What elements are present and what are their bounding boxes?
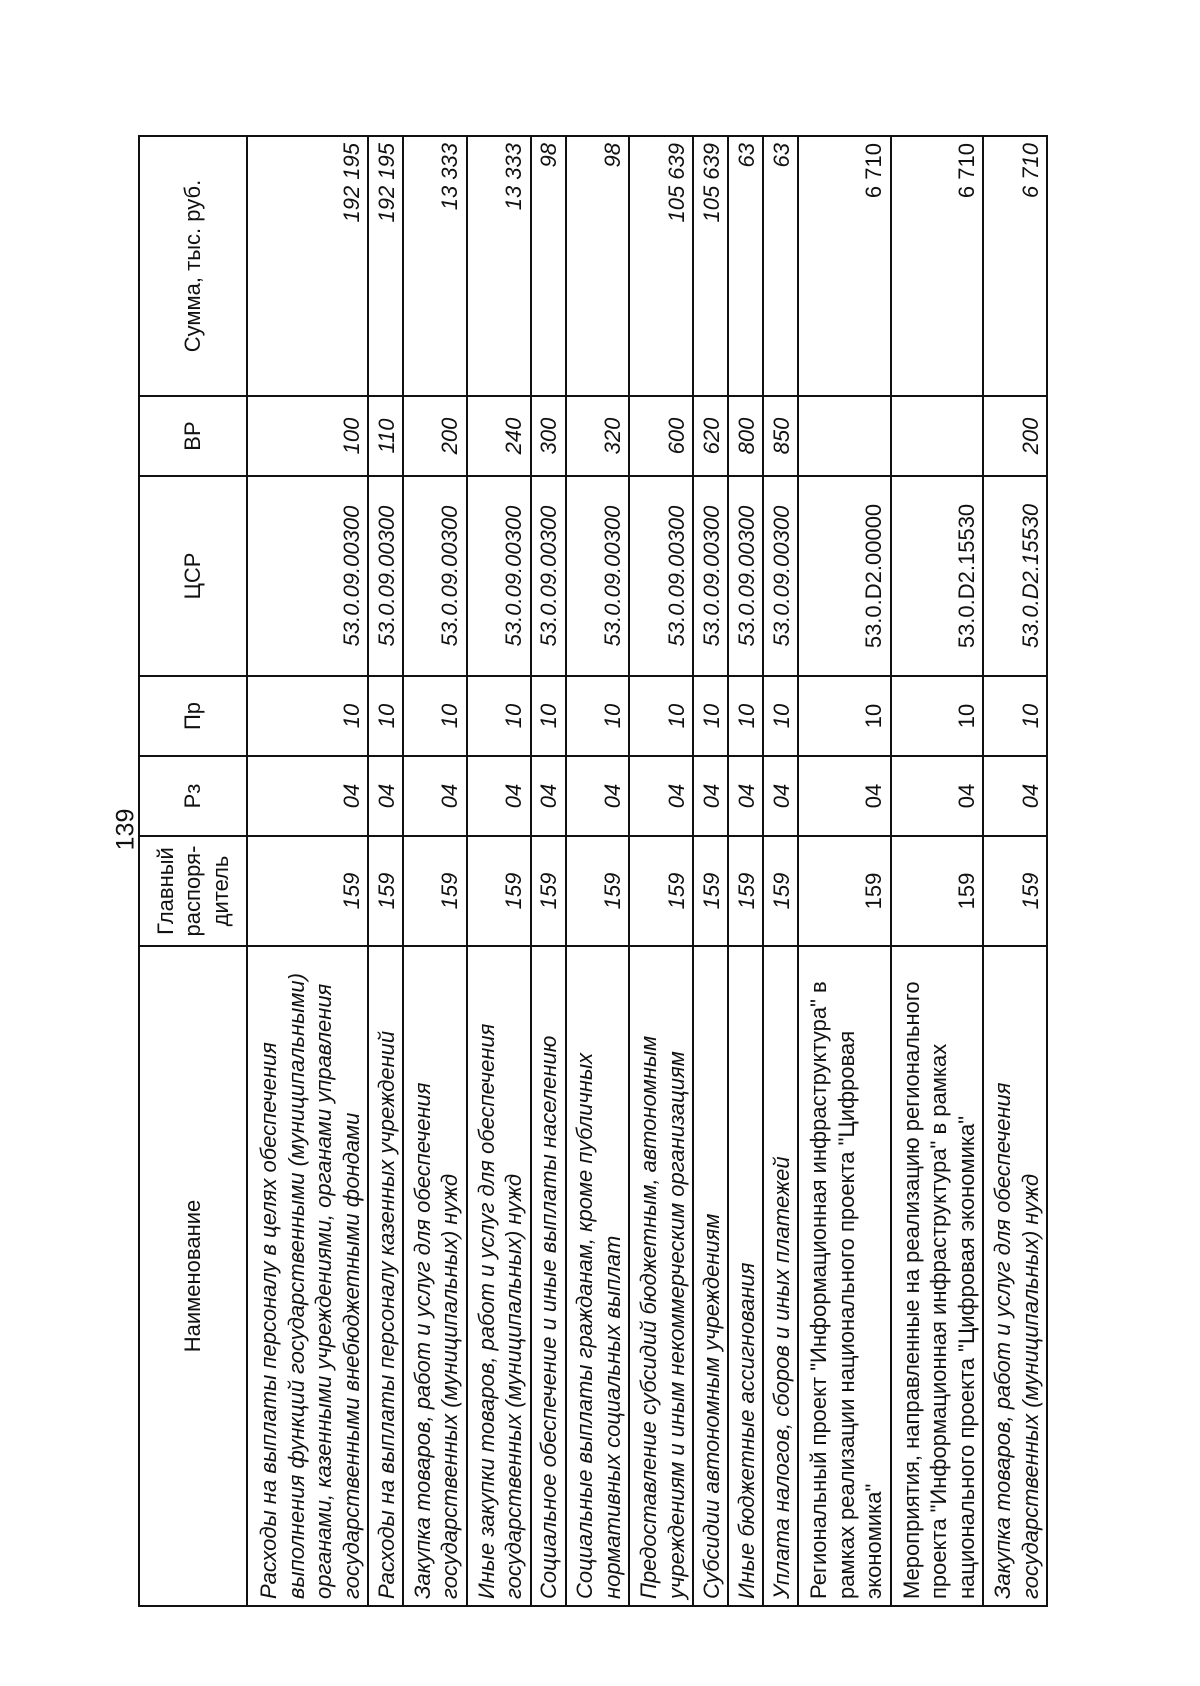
header-rz: Рз <box>139 756 247 836</box>
cell-gr: 159 <box>531 836 566 946</box>
cell-csr: 53.0.D2.15530 <box>983 476 1047 676</box>
cell-csr: 53.0.09.00300 <box>403 476 467 676</box>
cell-gr: 159 <box>891 836 983 946</box>
cell-csr: 53.0.09.00300 <box>763 476 798 676</box>
table-row <box>467 136 531 1606</box>
cell-rz: 04 <box>983 756 1047 836</box>
cell-pr: 10 <box>467 676 531 756</box>
cell-vr: 110 <box>368 396 403 476</box>
table-row <box>531 136 566 1606</box>
cell-rz: 04 <box>728 756 763 836</box>
cell-sum: 98 <box>566 136 630 396</box>
cell-name: Закупка товаров, работ и услуг для обеспечения государственных (муниципальных) нужд <box>983 946 1047 1606</box>
cell-sum: 192 195 <box>368 136 403 396</box>
budget-table <box>138 135 1048 1607</box>
cell-rz: 04 <box>629 756 693 836</box>
cell-gr: 159 <box>798 836 890 946</box>
cell-name: Социальные выплаты гражданам, кроме публичных нормативных социальных выплат <box>566 946 630 1606</box>
cell-csr: 53.0.09.00300 <box>368 476 403 676</box>
cell-rz: 04 <box>403 756 467 836</box>
cell-pr: 10 <box>368 676 403 756</box>
cell-csr: 53.0.09.00300 <box>247 476 368 676</box>
cell-rz: 04 <box>763 756 798 836</box>
cell-gr: 159 <box>368 836 403 946</box>
cell-rz: 04 <box>247 756 368 836</box>
cell-csr: 53.0.09.00300 <box>467 476 531 676</box>
table-row <box>629 136 693 1606</box>
cell-pr: 10 <box>983 676 1047 756</box>
page-number: 139 <box>111 808 140 851</box>
cell-sum: 13 333 <box>467 136 531 396</box>
cell-csr: 53.0.D2.15530 <box>891 476 983 676</box>
cell-vr: 850 <box>763 396 798 476</box>
table-row <box>247 136 368 1606</box>
cell-sum: 98 <box>531 136 566 396</box>
cell-csr: 53.0.09.00300 <box>629 476 693 676</box>
cell-csr: 53.0.09.00300 <box>566 476 630 676</box>
header-sum: Сумма, тыс. руб. <box>139 136 247 396</box>
cell-pr: 10 <box>728 676 763 756</box>
cell-gr: 159 <box>566 836 630 946</box>
cell-gr: 159 <box>763 836 798 946</box>
cell-rz: 04 <box>368 756 403 836</box>
cell-sum: 105 639 <box>693 136 728 396</box>
cell-gr: 159 <box>629 836 693 946</box>
cell-name: Иные бюджетные ассигнования <box>728 946 763 1606</box>
cell-rz: 04 <box>566 756 630 836</box>
cell-vr: 100 <box>247 396 368 476</box>
header-name: Наименование <box>139 946 247 1606</box>
cell-sum: 63 <box>728 136 763 396</box>
cell-csr: 53.0.09.00300 <box>531 476 566 676</box>
cell-name: Субсидии автономным учреждениям <box>693 946 728 1606</box>
cell-vr <box>891 396 983 476</box>
table-row <box>983 136 1047 1606</box>
cell-vr <box>798 396 890 476</box>
cell-name: Закупка товаров, работ и услуг для обеспечения государственных (муниципальных) нужд <box>403 946 467 1606</box>
cell-gr: 159 <box>693 836 728 946</box>
table-body <box>247 136 1047 1606</box>
cell-name: Иные закупки товаров, работ и услуг для обеспечения государственных (муниципальных) нужд <box>467 946 531 1606</box>
rotated-table-container <box>138 137 1048 1607</box>
cell-pr: 10 <box>566 676 630 756</box>
cell-vr: 600 <box>629 396 693 476</box>
cell-pr: 10 <box>693 676 728 756</box>
cell-name: Расходы на выплаты персоналу казенных учреждений <box>368 946 403 1606</box>
cell-pr: 10 <box>629 676 693 756</box>
cell-pr: 10 <box>247 676 368 756</box>
header-vr: ВР <box>139 396 247 476</box>
table-header-row <box>139 136 247 1606</box>
table-row <box>368 136 403 1606</box>
cell-pr: 10 <box>531 676 566 756</box>
table-row <box>728 136 763 1606</box>
cell-sum: 6 710 <box>983 136 1047 396</box>
cell-name: Социальное обеспечение и иные выплаты населению <box>531 946 566 1606</box>
table-row <box>566 136 630 1606</box>
cell-rz: 04 <box>531 756 566 836</box>
cell-rz: 04 <box>467 756 531 836</box>
cell-gr: 159 <box>728 836 763 946</box>
cell-vr: 200 <box>403 396 467 476</box>
header-csr: ЦСР <box>139 476 247 676</box>
table-row <box>763 136 798 1606</box>
cell-rz: 04 <box>891 756 983 836</box>
cell-rz: 04 <box>693 756 728 836</box>
cell-gr: 159 <box>983 836 1047 946</box>
cell-gr: 159 <box>467 836 531 946</box>
cell-pr: 10 <box>403 676 467 756</box>
table-row <box>403 136 467 1606</box>
cell-rz: 04 <box>798 756 890 836</box>
cell-vr: 300 <box>531 396 566 476</box>
cell-vr: 240 <box>467 396 531 476</box>
cell-vr: 200 <box>983 396 1047 476</box>
cell-name: Уплата налогов, сборов и иных платежей <box>763 946 798 1606</box>
table-row <box>798 136 890 1606</box>
cell-csr: 53.0.D2.00000 <box>798 476 890 676</box>
cell-pr: 10 <box>798 676 890 756</box>
header-gr: Главный распоря-дитель <box>139 836 247 946</box>
cell-pr: 10 <box>891 676 983 756</box>
cell-csr: 53.0.09.00300 <box>728 476 763 676</box>
cell-sum: 6 710 <box>891 136 983 396</box>
cell-sum: 63 <box>763 136 798 396</box>
cell-name: Региональный проект "Информационная инфраструктура" в рамках реализации национального проекта "Цифровая экономика" <box>798 946 890 1606</box>
cell-vr: 800 <box>728 396 763 476</box>
cell-sum: 192 195 <box>247 136 368 396</box>
cell-name: Мероприятия, направленные на реализацию регионального проекта "Информационная инфраструктура" в рамках национального проекта "Цифровая экономика" <box>891 946 983 1606</box>
cell-pr: 10 <box>763 676 798 756</box>
table-row <box>693 136 728 1606</box>
table-row <box>891 136 983 1606</box>
cell-sum: 105 639 <box>629 136 693 396</box>
cell-name: Расходы на выплаты персоналу в целях обеспечения выполнения функций государственными (муниципальными) органами, казенными учреждениями, органами управления государственными внебюджетными фондами <box>247 946 368 1606</box>
cell-gr: 159 <box>247 836 368 946</box>
cell-name: Предоставление субсидий бюджетным, автономным учреждениям и иным некоммерческим организациям <box>629 946 693 1606</box>
cell-csr: 53.0.09.00300 <box>693 476 728 676</box>
cell-sum: 6 710 <box>798 136 890 396</box>
header-pr: Пр <box>139 676 247 756</box>
cell-sum: 13 333 <box>403 136 467 396</box>
cell-vr: 320 <box>566 396 630 476</box>
cell-vr: 620 <box>693 396 728 476</box>
cell-gr: 159 <box>403 836 467 946</box>
